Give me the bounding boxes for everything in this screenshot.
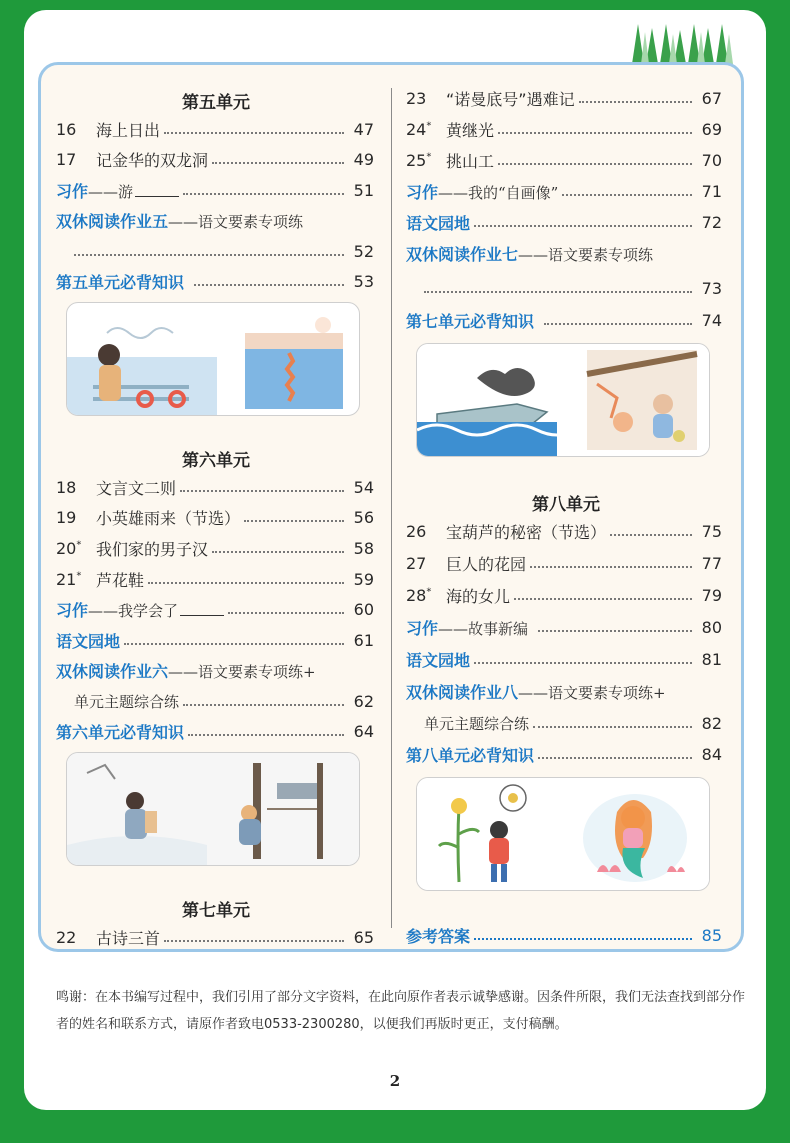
leader-dots xyxy=(610,534,692,536)
toc-entry-24[interactable]: 24* 黄继光 69 xyxy=(406,119,722,140)
acknowledgement-note: 鸣谢：在本书编写过程中，我们引用了部分文字资料，在此向原作者表示诚挚感谢。因条件所限，我们无法查找到部分作者的姓名和联系方式，请原作者致电0533-2300280，以便我们再版时更正，支付稿酬。 xyxy=(56,990,746,1032)
illustration-sea-sunrise xyxy=(66,302,360,416)
toc-entry-garden-6[interactable]: 语文园地 61 xyxy=(56,630,374,651)
toc-entry-16[interactable]: 16 海上日出 47 xyxy=(56,119,374,140)
toc-entry-must-know-5[interactable]: 第五单元必背知识 53 xyxy=(56,271,374,292)
leader-dots xyxy=(514,598,692,600)
unit-title-6: 第六单元 xyxy=(182,451,250,471)
leader-dots xyxy=(212,162,344,164)
leader-dots xyxy=(544,323,692,325)
unit-title-8: 第八单元 xyxy=(532,495,600,515)
toc-entry-18[interactable]: 18 文言文二则 54 xyxy=(56,477,374,498)
toc-entry-weekend-reading-5[interactable]: 双休阅读作业五——语文要素专项练 xyxy=(56,211,304,231)
toc-entry-28[interactable]: 28* 海的女儿 79 xyxy=(406,585,722,606)
leader-dots xyxy=(183,193,344,195)
toc-entry-19[interactable]: 19 小英雄雨来（节选） 56 xyxy=(56,507,374,528)
leader-dots xyxy=(194,284,344,286)
toc-entry-composition-8[interactable]: 习作——故事新编 80 xyxy=(406,617,722,638)
toc-entry-must-know-8[interactable]: 第八单元必背知识 84 xyxy=(406,744,722,765)
leader-dots xyxy=(579,101,692,103)
illustration-shipwreck xyxy=(416,343,710,457)
fill-blank-line xyxy=(135,184,179,197)
toc-entry-weekend-reading-5-page[interactable]: 52 xyxy=(56,238,374,264)
toc-entry-weekend-reading-7-page[interactable]: 73 xyxy=(406,275,722,301)
toc-entry-must-know-6[interactable]: 第六单元必背知识 64 xyxy=(56,721,374,742)
toc-entry-21[interactable]: 21* 芦花鞋 59 xyxy=(56,569,374,590)
leader-dots xyxy=(244,520,344,522)
toc-entry-must-know-7[interactable]: 第七单元必背知识 74 xyxy=(406,310,722,331)
leader-dots xyxy=(530,566,692,568)
leader-dots xyxy=(533,726,692,728)
toc-entry-weekend-reading-8-cont[interactable]: 单元主题综合练 82 xyxy=(424,713,722,733)
toc-entry-20[interactable]: 20* 我们家的男子汉 58 xyxy=(56,538,374,559)
leader-dots xyxy=(124,643,344,645)
toc-entry-composition-6[interactable]: 习作——我学会了 60 xyxy=(56,599,374,620)
leader-dots xyxy=(498,132,692,134)
toc-entry-weekend-reading-8[interactable]: 双休阅读作业八——语文要素专项练+ xyxy=(406,682,666,702)
leader-dots xyxy=(188,734,344,736)
leader-dots xyxy=(148,582,344,584)
toc-entry-17[interactable]: 17 记金华的双龙洞 49 xyxy=(56,149,374,170)
column-divider xyxy=(391,88,392,928)
leader-dots xyxy=(228,612,344,614)
leader-dots xyxy=(562,194,692,196)
toc-entry-weekend-reading-6-cont[interactable]: 单元主题综合练 62 xyxy=(74,691,374,711)
illustration-mermaid xyxy=(416,777,710,891)
toc-entry-weekend-reading-6[interactable]: 双休阅读作业六——语文要素专项练+ xyxy=(56,661,316,681)
page-number: 2 xyxy=(389,1072,401,1090)
leader-dots xyxy=(180,490,344,492)
leader-dots xyxy=(474,938,692,940)
leader-dots xyxy=(183,704,344,706)
fill-blank-line xyxy=(180,603,224,616)
leader-dots xyxy=(212,551,344,553)
toc-entry-22[interactable]: 22 古诗三首 65 xyxy=(56,927,374,948)
leader-dots xyxy=(164,132,344,134)
toc-entry-27[interactable]: 27 巨人的花园 77 xyxy=(406,553,722,574)
leader-dots xyxy=(538,630,692,632)
toc-entry-weekend-reading-7[interactable]: 双休阅读作业七——语文要素专项练 xyxy=(406,244,654,264)
toc-entry-answers[interactable]: 参考答案 85 xyxy=(406,925,722,946)
toc-entry-23[interactable]: 23 “诺曼底号”遇难记 67 xyxy=(406,88,722,109)
toc-entry-26[interactable]: 26 宝葫芦的秘密（节选） 75 xyxy=(406,521,722,542)
illustration-winter-snow xyxy=(66,752,360,866)
unit-title-5: 第五单元 xyxy=(182,93,250,113)
toc-entry-garden-7[interactable]: 语文园地 72 xyxy=(406,212,722,233)
leader-dots xyxy=(538,757,692,759)
toc-entry-composition-7[interactable]: 习作——我的“自画像” 71 xyxy=(406,181,722,202)
leader-dots xyxy=(474,225,692,227)
leader-dots xyxy=(74,254,344,256)
leader-dots xyxy=(164,940,344,942)
leader-dots xyxy=(474,662,692,664)
toc-entry-composition-5[interactable]: 习作——游 51 xyxy=(56,180,374,201)
leader-dots xyxy=(424,291,692,293)
toc-entry-garden-8[interactable]: 语文园地 81 xyxy=(406,649,722,670)
leader-dots xyxy=(498,163,692,165)
unit-title-7: 第七单元 xyxy=(182,901,250,921)
toc-entry-25[interactable]: 25* 挑山工 70 xyxy=(406,150,722,171)
